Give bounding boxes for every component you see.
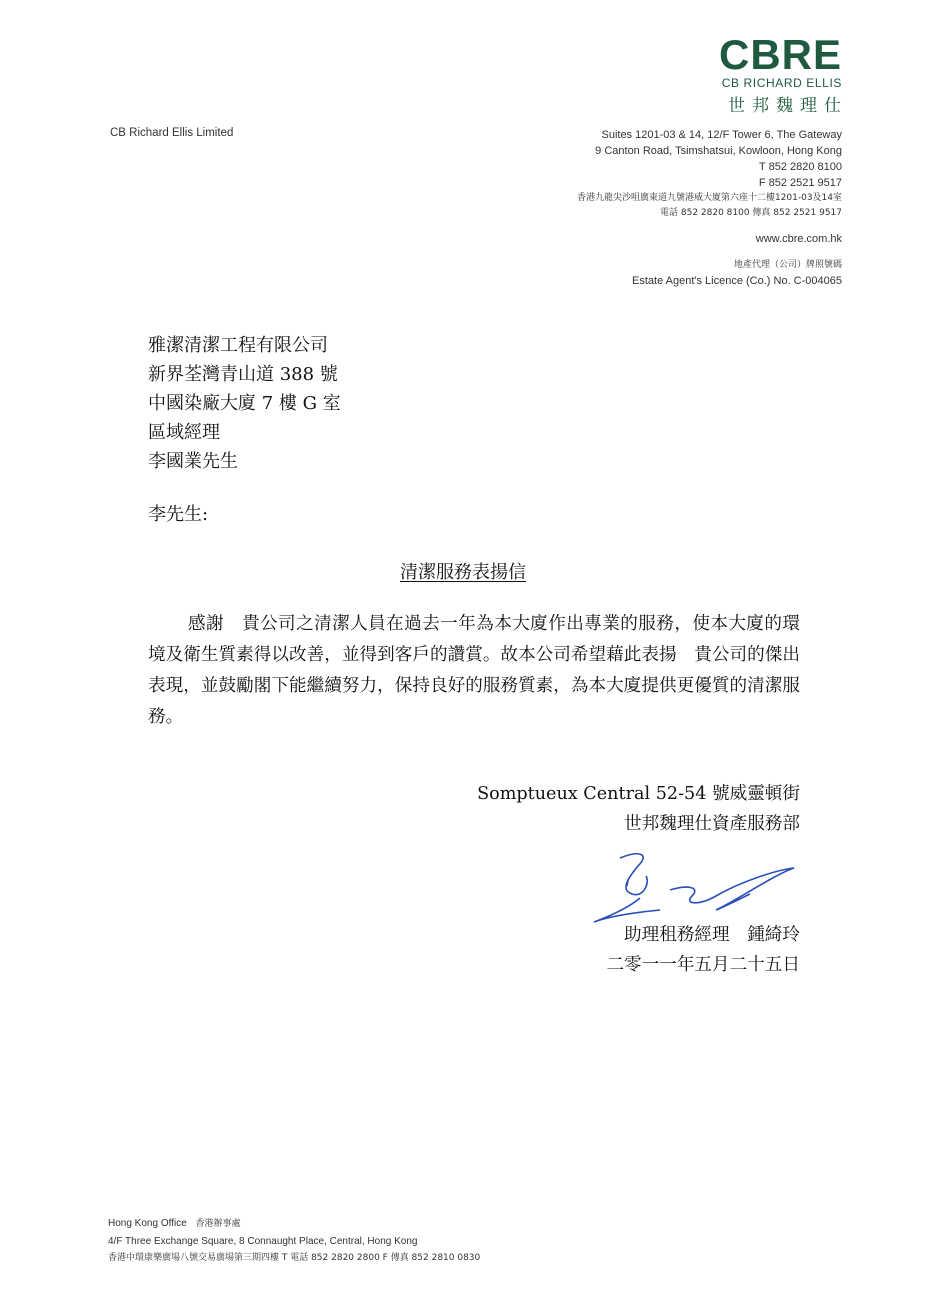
tel-fax-chinese: 電話 852 2820 8100 傳真 852 2521 9517 <box>660 208 842 218</box>
licence-chinese: 地產代理（公司）牌照號碼 <box>733 260 842 270</box>
signoff-block <box>477 779 800 839</box>
footer-office-label-cn: 香港辦事處 <box>195 1219 241 1229</box>
footer-office-label: Hong Kong Office <box>108 1218 187 1229</box>
licence-number: Estate Agent's Licence (Co.) No. C-004065 <box>632 275 842 287</box>
address-chinese: 香港九龍尖沙咀廣東道九號港威大廈第六座十二樓1201-03及14室 <box>576 193 842 203</box>
logo-wordmark: CBRE <box>718 31 842 78</box>
signatory-block <box>606 920 800 980</box>
recipient-address-2: 中國染廠大廈 7 樓 G 室 <box>148 393 341 414</box>
website-url: www.cbre.com.hk <box>755 233 842 245</box>
subject-text: 清潔服務表揚信 <box>400 562 526 583</box>
recipient-company: 雅潔清潔工程有限公司 <box>148 335 328 356</box>
recipient-address-1: 新界荃灣青山道 388 號 <box>148 364 338 385</box>
footer-office <box>108 1215 480 1233</box>
signoff-department: 世邦魏理仕資產服務部 <box>624 814 800 834</box>
letter-date: 二零一一年五月二十五日 <box>606 955 800 975</box>
footer-address-cn: 香港中環康樂廣場八號交易廣場第三期四樓 T 電話 852 2820 2800 F 傳真 852 2810 0830 <box>108 1253 481 1263</box>
footer <box>108 1215 480 1267</box>
salutation: 李先生: <box>148 504 209 525</box>
company-name: CB Richard Ellis Limited <box>110 127 234 139</box>
logo-chinese-name: 世邦魏理仕 <box>728 96 848 116</box>
letter-subject <box>0 558 926 584</box>
recipient-name: 李國業先生 <box>148 451 238 472</box>
recipient-block <box>148 331 341 476</box>
fax: F 852 2521 9517 <box>758 177 842 189</box>
signatory-title-name: 助理租務經理 鍾綺玲 <box>624 925 800 945</box>
address-line-2: 9 Canton Road, Tsimshatsui, Kowloon, Hong Kong <box>595 145 842 157</box>
recipient-title: 區域經理 <box>148 422 220 443</box>
letter-body: 感謝 貴公司之清潔人員在過去一年為本大廈作出專業的服務，使本大廈的環境及衛生質素得以改善，並得到客戶的讚賞。故本公司希望藉此表揚 貴公司的傑出表現，並鼓勵閣下能繼續努力，保持良好的服務質素，為本大廈提供更優質的清潔服務。 <box>148 614 800 727</box>
signoff-building: Somptueux Central 52-54 號威靈頓街 <box>477 784 800 804</box>
address-line-1: Suites 1201-03 & 14, 12/F Tower 6, The Gateway <box>601 129 842 141</box>
office-address-block <box>577 127 842 289</box>
logo-subtitle: CB RICHARD ELLIS <box>721 76 842 90</box>
cbre-logo <box>718 31 848 116</box>
telephone: T 852 2820 8100 <box>759 161 842 173</box>
footer-address: 4/F Three Exchange Square, 8 Connaught Place, Central, Hong Kong <box>108 1236 418 1247</box>
